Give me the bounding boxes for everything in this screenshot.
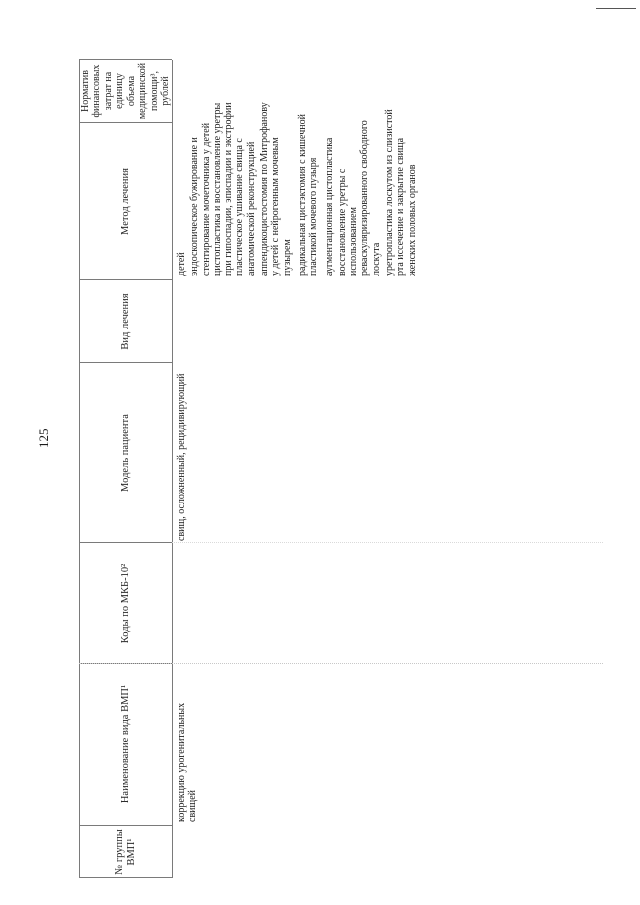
header-treatment-type: Вид лечения — [119, 293, 131, 350]
vmp-table — [79, 58, 603, 878]
page-number: 125 — [36, 428, 51, 448]
method-item: детей — [176, 252, 187, 276]
header-group-no: № группы ВМП¹ — [113, 829, 137, 875]
header-vmp-name: Наименование вида ВМП¹ — [119, 684, 131, 804]
method-item: эндоскопическое бужирование и стентирование мочеточника у детей цистопластика и восстановление уретры при гипоспадии, эписпадии и экстрофии пластическое ушивание свища с анатомической реконструкцией — [189, 102, 257, 276]
header-treatment-method: Метод лечения — [119, 168, 131, 235]
header-mkb-codes: Коды по МКБ-10² — [119, 563, 131, 644]
header-patient-model: Модель пациента — [119, 414, 131, 492]
scan-artifact-line — [596, 8, 636, 9]
header-bottom-rule — [172, 60, 173, 878]
cell-treatment-methods — [176, 101, 420, 276]
method-item: аугментационная цистопластика — [323, 137, 335, 276]
cell-vmp-name: коррекцию урогенитальных свищей — [176, 702, 199, 822]
header-financial-norm: Норматив финансовых затрат на единицу объема медицинской помощи³, рублей — [79, 62, 171, 120]
method-item: уретропластика лоскутом из слизистой рта иссечение и закрытие свища женских половых органов — [384, 109, 418, 276]
rotated-page — [24, 28, 614, 878]
method-item: радикальная цистэктомия с кишечной пластикой мочевого пузыря — [296, 114, 320, 276]
cell-patient-model: свищ, осложненный, рецидивирующий — [176, 373, 187, 541]
method-item: аппендикоцистостомия по Митрофанову у детей с нейрогенным мочевым пузырем — [259, 102, 293, 276]
method-item: восстановление уретры с использованием реваскуляризированного свободного лоскута — [336, 120, 382, 276]
